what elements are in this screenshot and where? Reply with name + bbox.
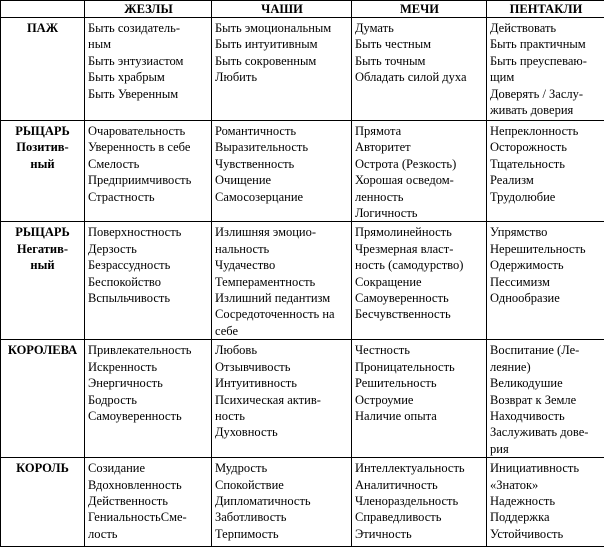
trait-text: Выразительность: [215, 140, 309, 155]
trait-text: Тщательность: [490, 156, 565, 171]
trait-text: Бодрость: [88, 392, 137, 407]
trait-text: Прямолинейность: [355, 225, 452, 240]
trait-text: Вспыльчивость: [88, 291, 171, 306]
row-title-king: [1, 458, 85, 547]
trait-text: Пессимизм: [490, 274, 550, 289]
trait-text: Любовь: [215, 343, 258, 358]
row-title-line: ПАЖ: [26, 21, 59, 35]
trait-text: Проницательность: [355, 359, 455, 374]
cell-queen-swords: [352, 340, 487, 458]
trait-text: Интуитивность: [215, 376, 297, 391]
trait-text: Этичность: [355, 526, 412, 541]
header-swords: МЕЧИ: [352, 1, 487, 18]
trait-text: Одержимость: [490, 258, 564, 273]
cell-knight-positive-pentacles: [487, 121, 604, 222]
trait-text: Дерзость: [88, 241, 137, 256]
trait-text: Аналитичность: [355, 477, 438, 492]
trait-text: ГениальностьСме-: [88, 510, 187, 525]
row-title-knight-positive: [1, 121, 85, 222]
row-title-line: Негатив-: [16, 241, 69, 256]
trait-text: ленность: [355, 189, 404, 204]
trait-text: Излишняя эмоцио-: [215, 225, 317, 240]
trait-text: ность (самодурство): [355, 258, 464, 273]
trait-text: себе: [215, 323, 238, 338]
trait-text: Острота (Резкость): [355, 156, 457, 171]
row-title-queen: [1, 340, 85, 458]
trait-text: Чудачество: [215, 258, 276, 273]
cell-knight-positive-swords: [352, 121, 487, 222]
trait-text: Быть интуитивным: [215, 37, 318, 52]
trait-text: Терпимость: [215, 526, 279, 541]
trait-text: Излишний педантизм: [215, 291, 331, 306]
trait-text: Членораздельность: [355, 493, 459, 508]
trait-text: Любить: [215, 70, 258, 85]
cell-king-wands: [85, 458, 212, 547]
trait-text: Мудрость: [215, 461, 268, 476]
trait-text: Романтичность: [215, 124, 297, 138]
trait-text: Энергичность: [88, 376, 163, 391]
trait-text: Справедливость: [355, 510, 442, 525]
trait-text: Психическая актив-: [215, 392, 321, 407]
trait-text: Самоуверенность: [88, 408, 182, 423]
trait-text: Отзывчивость: [215, 359, 291, 374]
trait-text: Спокойствие: [215, 477, 284, 492]
cell-page-pentacles: [487, 18, 604, 121]
trait-text: Быть эмоциональным: [215, 21, 332, 35]
cell-knight-negative-swords: [352, 222, 487, 340]
cell-king-pentacles: [487, 458, 604, 547]
cell-knight-negative-cups: [212, 222, 352, 340]
header-corner-cell: [1, 1, 85, 18]
trait-text: Авторитет: [355, 140, 411, 155]
trait-text: Привлекательность: [88, 343, 192, 358]
trait-text: Великодушие: [490, 376, 563, 391]
cell-queen-pentacles: [487, 340, 604, 458]
trait-text: щим: [490, 70, 515, 85]
trait-text: леяние): [490, 359, 531, 374]
trait-text: Беспокойство: [88, 274, 161, 289]
trait-text: Надежность: [490, 493, 556, 508]
trait-text: «Знаток»: [490, 477, 539, 492]
trait-text: Действенность: [88, 493, 168, 508]
row-title-page: [1, 18, 85, 121]
trait-text: Реализм: [490, 173, 534, 188]
trait-text: Сокращение: [355, 274, 422, 289]
trait-text: Духовность: [215, 425, 278, 440]
trait-text: Заботливость: [215, 510, 287, 525]
row-title-knight-negative: [1, 222, 85, 340]
trait-text: нальность: [215, 241, 270, 256]
trait-text: Обладать силой духа: [355, 70, 467, 85]
header-cups: ЧАШИ: [212, 1, 352, 18]
trait-text: Быть преуспеваю-: [490, 53, 587, 68]
trait-text: Сосредоточенность на: [215, 307, 335, 322]
trait-text: Инициативность: [490, 461, 580, 476]
trait-text: Вдохновленность: [88, 477, 182, 492]
trait-text: ность: [215, 408, 245, 423]
row-king: [1, 458, 604, 547]
cell-queen-cups: [212, 340, 352, 458]
trait-text: Самосозерцание: [215, 189, 304, 204]
trait-text: Быть сокровенным: [215, 53, 317, 68]
trait-text: Быть честным: [355, 37, 432, 52]
trait-text: Быть Уверенным: [88, 86, 179, 101]
row-title-line: ный: [30, 258, 55, 273]
trait-text: Воспитание (Ле-: [490, 343, 580, 358]
trait-text: Очаровательность: [88, 124, 186, 138]
trait-text: Созидание: [88, 461, 146, 476]
cell-knight-negative-pentacles: [487, 222, 604, 340]
trait-text: Чрезмерная власт-: [355, 241, 454, 256]
cell-page-wands: [85, 18, 212, 121]
trait-text: Однообразие: [490, 291, 560, 306]
trait-text: Нерешительность: [490, 241, 586, 256]
trait-text: Прямота: [355, 124, 402, 138]
row-title-line: КОРОЛЕВА: [7, 343, 78, 358]
trait-text: Быть практичным: [490, 37, 586, 52]
header-pentacles: ПЕНТАКЛИ: [487, 1, 604, 18]
cell-knight-positive-cups: [212, 121, 352, 222]
trait-text: Трудолюбие: [490, 189, 556, 204]
trait-text: Быть созидатель-: [88, 21, 180, 35]
trait-text: Осторожность: [490, 140, 567, 155]
header-wands: ЖЕЗЛЫ: [85, 1, 212, 18]
trait-text: рия: [490, 441, 509, 456]
cell-queen-wands: [85, 340, 212, 458]
cell-page-cups: [212, 18, 352, 121]
trait-text: Безрассудность: [88, 258, 171, 273]
trait-text: Бесчувственность: [355, 307, 451, 322]
row-page: [1, 18, 604, 121]
row-title-line: Позитив-: [16, 140, 69, 155]
row-title-line: РЫЦАРЬ: [15, 225, 70, 240]
trait-text: ным: [88, 37, 111, 52]
row-title-line: ный: [30, 156, 55, 171]
trait-text: Упрямство: [490, 225, 548, 240]
trait-text: Честность: [355, 343, 410, 358]
trait-text: Уверенность в себе: [88, 140, 191, 155]
trait-text: Очищение: [215, 173, 272, 188]
trait-text: Дипломатичность: [215, 493, 311, 508]
row-knight-negative: [1, 222, 604, 340]
trait-text: Доверять / Заслу-: [490, 86, 584, 101]
cell-king-swords: [352, 458, 487, 547]
trait-text: Страстность: [88, 189, 155, 204]
trait-text: Темпераментность: [215, 274, 316, 289]
trait-text: Заслуживать дове-: [490, 425, 589, 440]
row-title-line: РЫЦАРЬ: [15, 124, 70, 138]
trait-text: живать доверия: [490, 103, 574, 118]
row-queen: [1, 340, 604, 458]
cell-king-cups: [212, 458, 352, 547]
cell-page-swords: [352, 18, 487, 121]
trait-text: Чувственность: [215, 156, 295, 171]
trait-text: Поверхностность: [88, 225, 182, 240]
trait-text: Непреклонность: [490, 124, 579, 138]
trait-text: Хорошая осведом-: [355, 173, 454, 188]
trait-text: Находчивость: [490, 408, 565, 423]
cell-knight-positive-wands: [85, 121, 212, 222]
trait-text: Быть точным: [355, 53, 426, 68]
trait-text: Самоуверенность: [355, 291, 449, 306]
trait-text: Логичность: [355, 206, 418, 221]
trait-text: лость: [88, 526, 118, 541]
cell-knight-negative-wands: [85, 222, 212, 340]
trait-text: Смелость: [88, 156, 140, 171]
trait-text: Решительность: [355, 376, 437, 391]
trait-text: Искренность: [88, 359, 158, 374]
trait-text: Интеллектуальность: [355, 461, 465, 476]
trait-text: Устойчивость: [490, 526, 564, 541]
row-title-line: КОРОЛЬ: [16, 461, 69, 476]
trait-text: Действовать: [490, 21, 557, 35]
header-row: [1, 1, 604, 18]
trait-text: Думать: [355, 21, 394, 35]
trait-text: Быть энтузиастом: [88, 53, 184, 68]
trait-text: Остроумие: [355, 392, 414, 407]
trait-text: Поддержка: [490, 510, 550, 525]
trait-text: Быть храбрым: [88, 70, 165, 85]
row-knight-positive: [1, 121, 604, 222]
trait-text: Предприимчивость: [88, 173, 192, 188]
trait-text: Наличие опыта: [355, 408, 437, 423]
trait-text: Возврат к Земле: [490, 392, 577, 407]
